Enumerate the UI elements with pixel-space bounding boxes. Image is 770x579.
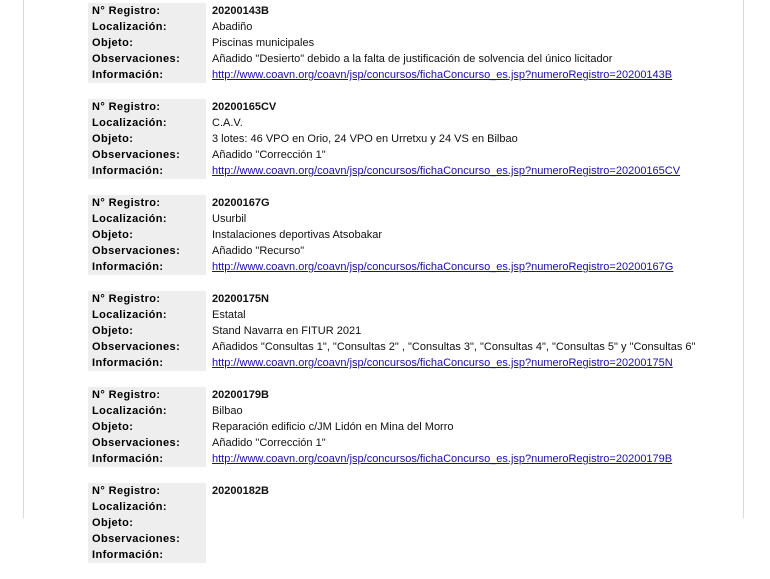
record-row-localizacion — [88, 307, 728, 323]
label-registro: N° Registro: — [88, 99, 206, 115]
info-link[interactable]: http://www.coavn.org/coavn/jsp/concursos/fichaConcurso_es.jsp?numeroRegistro=20200143B — [212, 69, 673, 81]
label-informacion: Información: — [88, 163, 206, 179]
record-row-objeto — [88, 419, 728, 435]
label-observaciones: Observaciones: — [88, 531, 206, 547]
record-block — [88, 291, 728, 371]
info-cell — [212, 67, 672, 83]
label-informacion: Información: — [88, 355, 206, 371]
value-localizacion: C.A.V. — [212, 117, 243, 129]
record-row-registro — [88, 195, 728, 211]
record-row-observaciones — [88, 435, 728, 451]
label-informacion: Información: — [88, 451, 206, 467]
label-registro: N° Registro: — [88, 387, 206, 403]
label-registro: N° Registro: — [88, 195, 206, 211]
label-objeto: Objeto: — [88, 131, 206, 147]
value-objeto: Reparación edificio c/JM Lidón en Mina del Morro — [212, 421, 454, 433]
value-objeto: Piscinas municipales — [212, 37, 315, 49]
record-row-informacion — [88, 67, 728, 83]
value-localizacion: Bilbao — [212, 405, 243, 417]
value-localizacion: Abadiño — [212, 21, 253, 33]
label-informacion: Información: — [88, 547, 206, 563]
label-observaciones: Observaciones: — [88, 339, 206, 355]
record-row-localizacion — [88, 499, 728, 515]
label-registro: N° Registro: — [88, 3, 206, 19]
label-localizacion: Localización: — [88, 19, 206, 35]
record-row-objeto — [88, 515, 728, 531]
label-observaciones: Observaciones: — [88, 435, 206, 451]
value-registro: 20200182B — [212, 485, 269, 497]
label-observaciones: Observaciones: — [88, 147, 206, 163]
label-objeto: Objeto: — [88, 323, 206, 339]
record-row-registro — [88, 99, 728, 115]
record-row-objeto — [88, 131, 728, 147]
label-localizacion: Localización: — [88, 403, 206, 419]
value-localizacion: Estatal — [212, 309, 246, 321]
value-observaciones: Añadidos "Consultas 1", "Consultas 2" , "Consultas 3", "Consultas 4", "Consultas 5" y "Consultas 6" — [212, 341, 696, 353]
record-row-registro — [88, 291, 728, 307]
value-objeto: Instalaciones deportivas Atsobakar — [212, 229, 382, 241]
info-cell — [212, 451, 672, 467]
value-registro: 20200179B — [212, 389, 269, 401]
value-observaciones: Añadido "Corrección 1" — [212, 149, 326, 161]
label-localizacion: Localización: — [88, 115, 206, 131]
label-objeto: Objeto: — [88, 419, 206, 435]
record-row-registro — [88, 387, 728, 403]
value-registro: 20200175N — [212, 293, 269, 305]
record-block — [88, 3, 728, 83]
value-registro: 20200143B — [212, 5, 269, 17]
label-objeto: Objeto: — [88, 35, 206, 51]
record-row-observaciones — [88, 51, 728, 67]
label-observaciones: Observaciones: — [88, 51, 206, 67]
record-row-observaciones — [88, 531, 728, 547]
label-objeto: Objeto: — [88, 515, 206, 531]
record-block — [88, 99, 728, 179]
record-row-observaciones — [88, 147, 728, 163]
records-list — [88, 3, 728, 579]
record-block — [88, 483, 728, 563]
info-link[interactable]: http://www.coavn.org/coavn/jsp/concursos/fichaConcurso_es.jsp?numeroRegistro=20200179B — [212, 453, 673, 465]
label-localizacion: Localización: — [88, 307, 206, 323]
record-row-registro — [88, 3, 728, 19]
record-row-observaciones — [88, 243, 728, 259]
info-cell — [212, 355, 673, 371]
record-row-observaciones — [88, 339, 728, 355]
value-objeto: 3 lotes: 46 VPO en Orio, 24 VPO en Urretxu y 24 VS en Bilbao — [212, 133, 518, 145]
value-registro: 20200165CV — [212, 101, 277, 113]
label-observaciones: Observaciones: — [88, 243, 206, 259]
record-row-informacion — [88, 547, 728, 563]
label-registro: N° Registro: — [88, 291, 206, 307]
record-row-registro — [88, 483, 728, 499]
info-cell — [212, 163, 680, 179]
value-localizacion: Usurbil — [212, 213, 247, 225]
label-objeto: Objeto: — [88, 227, 206, 243]
record-row-localizacion — [88, 19, 728, 35]
record-row-localizacion — [88, 403, 728, 419]
label-registro: N° Registro: — [88, 483, 206, 499]
label-informacion: Información: — [88, 259, 206, 275]
info-link[interactable]: http://www.coavn.org/coavn/jsp/concursos/fichaConcurso_es.jsp?numeroRegistro=20200165CV — [212, 165, 681, 177]
record-row-localizacion — [88, 115, 728, 131]
info-link[interactable]: http://www.coavn.org/coavn/jsp/concursos/fichaConcurso_es.jsp?numeroRegistro=20200175N — [212, 357, 673, 369]
record-row-objeto — [88, 35, 728, 51]
record-row-informacion — [88, 355, 728, 371]
record-block — [88, 387, 728, 467]
record-row-localizacion — [88, 211, 728, 227]
value-observaciones: Añadido "Recurso" — [212, 245, 305, 257]
record-row-informacion — [88, 163, 728, 179]
value-objeto: Stand Navarra en FITUR 2021 — [212, 325, 362, 337]
label-localizacion: Localización: — [88, 499, 206, 515]
value-registro: 20200167G — [212, 197, 270, 209]
record-row-informacion — [88, 259, 728, 275]
info-link[interactable]: http://www.coavn.org/coavn/jsp/concursos/fichaConcurso_es.jsp?numeroRegistro=20200167G — [212, 261, 674, 273]
info-cell — [212, 259, 673, 275]
record-row-objeto — [88, 323, 728, 339]
record-row-informacion — [88, 451, 728, 467]
value-observaciones: Añadido "Corrección 1" — [212, 437, 326, 449]
label-informacion: Información: — [88, 67, 206, 83]
label-localizacion: Localización: — [88, 211, 206, 227]
record-block — [88, 195, 728, 275]
value-observaciones: Añadido "Desierto" debido a la falta de justificación de solvencia del único licitador — [212, 53, 613, 65]
record-row-objeto — [88, 227, 728, 243]
